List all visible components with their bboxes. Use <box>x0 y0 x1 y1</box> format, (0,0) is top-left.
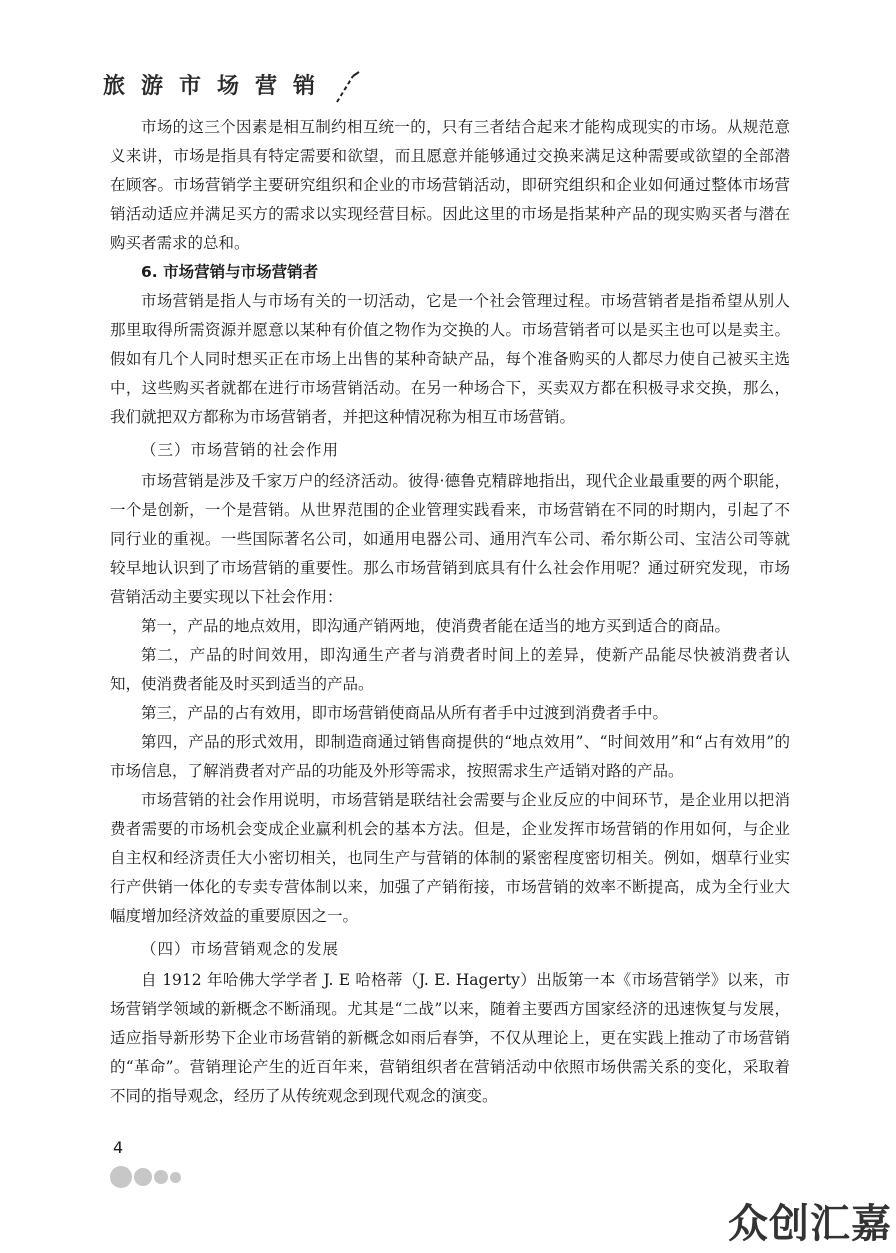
paragraph: 第二，产品的时间效用，即沟通生产者与消费者时间上的差异，使新产品能尽快被消费者认知，使消费者能及时买到适当的产品。 <box>110 646 790 693</box>
header-char: 场 <box>217 70 255 104</box>
watermark-logo: 众创汇嘉 <box>728 1201 892 1247</box>
header-char: 销 <box>293 70 331 104</box>
header-slash-decoration <box>331 68 371 106</box>
decorative-dot <box>134 1168 152 1186</box>
header-char: 营 <box>255 70 293 104</box>
paragraph: 自 1912 年哈佛大学学者 J. E 哈格蒂（J. E. Hagerty）出版第一本《市场营销学》以来，市场营销学领域的新概念不断涌现。尤其是“二战”以来，随着主要西方国家经济的迅速恢复与发展，适应指导新形势下企业市场营销的新概念如雨后春笋，不仅从理论上，更在实践上推动了市场营销的“革命”。营销理论产生的近百年来，营销组织者在营销活动中依照市场供需关系的变化，采取着不同的指导观念，经历了从传统观念到现代观念的演变。 <box>110 971 790 1105</box>
paragraph: 第三，产品的占有效用，即市场营销使商品从所有者手中过渡到消费者手中。 <box>141 704 669 722</box>
paragraph: 市场营销的社会作用说明，市场营销是联结社会需要与企业反应的中间环节，是企业用以把消费者需要的市场机会变成企业赢利机会的基本方法。但是，企业发挥市场营销的作用如何，与企业自主权和经济责任大小密切相关，也同生产与营销的体制的紧密程度密切相关。例如，烟草行业实行产供销一体化的专卖专营体制以来，加强了产销衔接，市场营销的效率不断提高，成为全行业大幅度增加经济效益的重要原因之一。 <box>110 791 790 925</box>
paragraph: 第一，产品的地点效用，即沟通产销两地，使消费者能在适当的地方买到适合的商品。 <box>141 617 731 635</box>
page-number: 4 <box>113 1138 124 1157</box>
paragraph: 市场的这三个因素是相互制约相互统一的，只有三者结合起来才能构成现实的市场。从规范意义来讲，市场是指具有特定需要和欲望，而且愿意并能够通过交换来满足这种需要或欲望的全部潜在顾客。市场营销学主要研究组织和企业的市场营销活动，即研究组织和企业如何通过整体市场营销活动适应并满足买方的需求以实现经营目标。因此这里的市场是指某种产品的现实购买者与潜在购买者需求的总和。 <box>110 118 790 252</box>
page-dots-decoration <box>110 1166 183 1188</box>
header-char: 游 <box>141 70 179 104</box>
decorative-dot <box>110 1166 132 1188</box>
section-heading: （三）市场营销的社会作用 <box>141 441 340 459</box>
section-heading: （四）市场营销观念的发展 <box>141 940 340 958</box>
running-header <box>103 68 371 106</box>
paragraph: 市场营销是指人与市场有关的一切活动，它是一个社会管理过程。市场营销者是指希望从别人那里取得所需资源并愿意以某种有价值之物作为交换的人。市场营销者可以是买主也可以是卖主。假如有几个人同时想买正在市场上出售的某种奇缺产品，每个准备购买的人都尽力使自己被买主选中，这些购买者就都在进行市场营销活动。在另一种场合下，买卖双方都在积极寻求交换，那么，我们就把双方都称为市场营销者，并把这种情况称为相互市场营销。 <box>110 292 790 426</box>
header-title <box>103 70 331 104</box>
page-body <box>110 113 790 1111</box>
decorative-dot <box>154 1170 168 1184</box>
paragraph: 市场营销是涉及千家万户的经济活动。彼得·德鲁克精辟地指出，现代企业最重要的两个职能，一个是创新，一个是营销。从世界范围的企业管理实践看来，市场营销在不同的时期内，引起了不同行业的重视。一些国际著名公司，如通用电器公司、通用汽车公司、希尔斯公司、宝洁公司等就较早地认识到了市场营销的重要性。那么市场营销到底具有什么社会作用呢？通过研究发现，市场营销活动主要实现以下社会作用： <box>110 472 790 606</box>
paragraph: 第四，产品的形式效用，即制造商通过销售商提供的“地点效用”、“时间效用”和“占有效用”的市场信息，了解消费者对产品的功能及外形等需求，按照需求生产适销对路的产品。 <box>110 733 790 780</box>
header-char: 市 <box>179 70 217 104</box>
decorative-dot <box>170 1172 181 1183</box>
header-char: 旅 <box>103 70 141 104</box>
subsection-heading: 6. 市场营销与市场营销者 <box>141 263 319 281</box>
